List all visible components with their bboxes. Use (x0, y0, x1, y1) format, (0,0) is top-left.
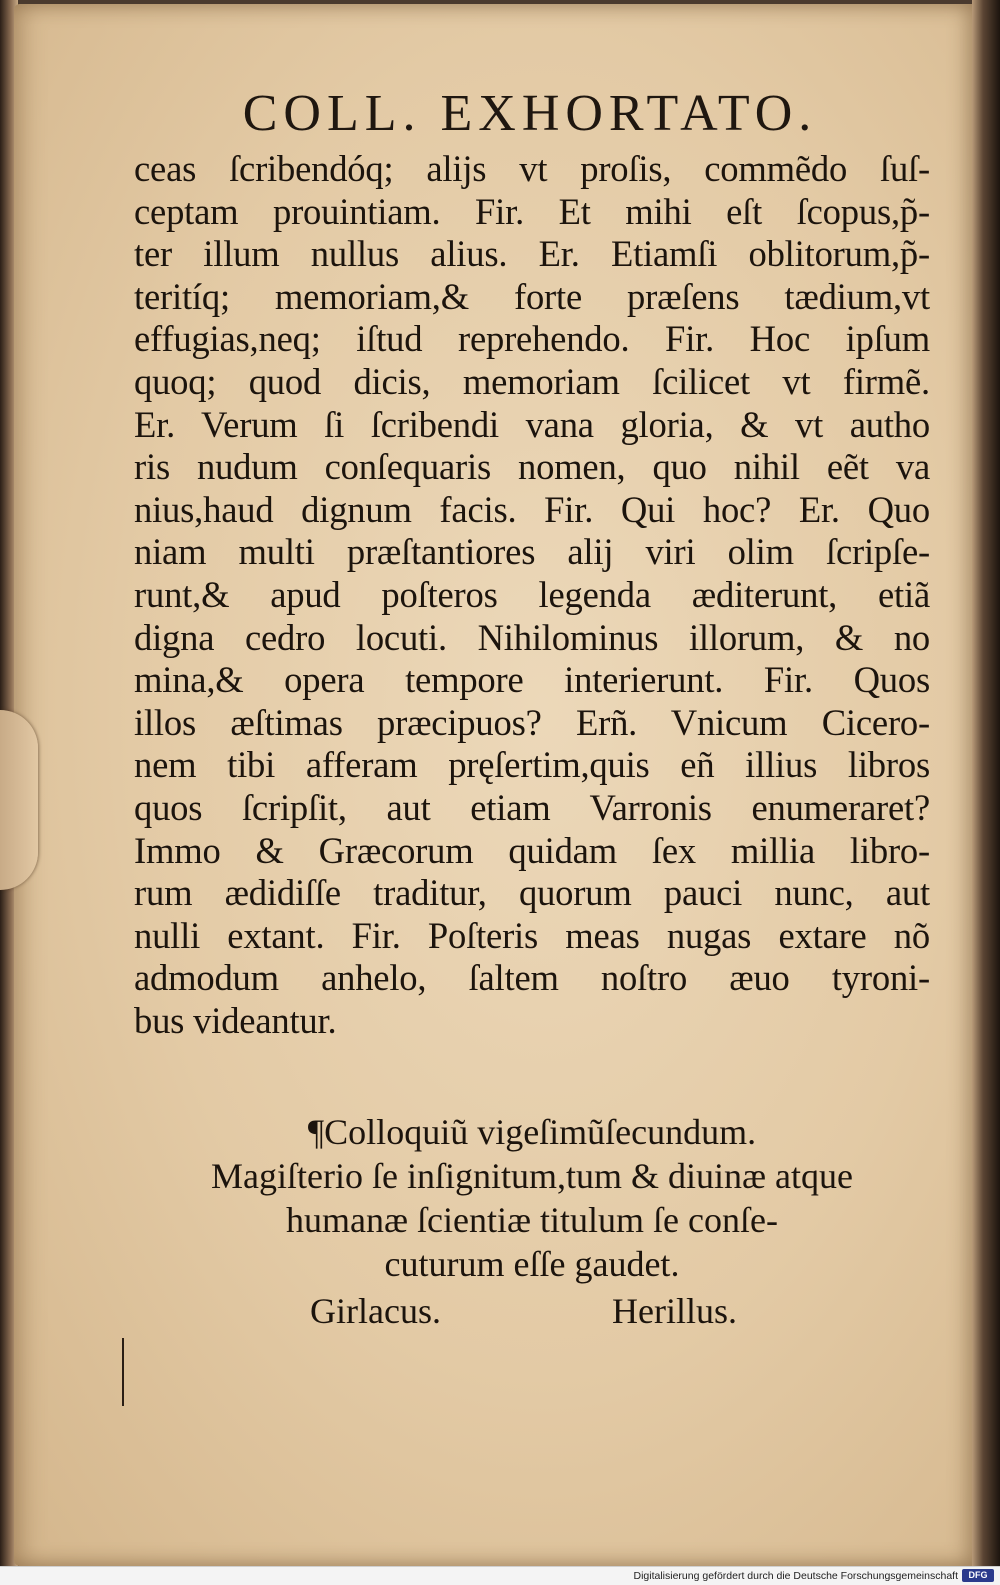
body-line: niam multi præſtantiores alij viri olim ſcripſe- (134, 531, 930, 573)
body-line: admodum anhelo, ſaltem noſtro æuo tyroni- (134, 957, 930, 999)
body-line: nulli extant. Fir. Poſteris meas nugas extare nõ (134, 914, 930, 956)
speaker-girlacus: Girlacus. (310, 1291, 441, 1331)
margin-mark (122, 1338, 124, 1406)
footer-bar (0, 1566, 1000, 1585)
speaker-herillus: Herillus. (612, 1291, 737, 1331)
body-line: quos ſcripſit, aut etiam Varronis enumeraret? (134, 786, 930, 828)
page-tab-notch (0, 710, 38, 890)
heading-line: ¶Colloquiũ vigeſimũſecundum. (307, 1112, 757, 1152)
body-line: nius,haud dignum facis. Fir. Qui hoc? Er. Quo (134, 488, 930, 530)
running-header: COLL. EXHORTATO. (242, 85, 818, 142)
book-right-edge (972, 0, 1000, 1570)
body-line: nem tibi afferam pręſertim,quis eñ illius libros (134, 744, 930, 786)
body-line: Er. Verum ſi ſcribendi vana gloria, & vt autho (134, 403, 930, 445)
body-line: quoq; quod dicis, memoriam ſcilicet vt firmẽ. (134, 360, 930, 402)
body-line: ter illum nullus alius. Er. Etiamſi oblitorum,p̃- (134, 233, 930, 275)
body-line: ceas ſcribendóq; alijs vt proſis, commẽdo ſuſ- (134, 148, 930, 189)
body-line: teritíq; memoriam,& forte præſens tædium,vt (134, 275, 930, 317)
dfg-logo: DFG (962, 1569, 994, 1582)
colloquium-heading (134, 1110, 930, 1286)
heading-line: cuturum eſſe gaudet. (384, 1244, 680, 1284)
body-line: bus videantur. (134, 999, 337, 1041)
body-line: runt,& apud poſteros legenda æditerunt, etiã (134, 573, 930, 615)
body-line: ceptam prouintiam. Fir. Et mihi eſt ſcopus,p̃- (134, 190, 930, 232)
body-line: illos æſtimas præcipuos? Erñ. Vnicum Cicero- (134, 701, 930, 743)
body-line: effugias,neq; iſtud reprehendo. Fir. Hoc ipſum (134, 318, 930, 360)
body-line: mina,& opera tempore interierunt. Fir. Quos (134, 659, 930, 701)
heading-line: humanæ ſcientiæ titulum ſe conſe- (286, 1200, 778, 1240)
funding-credit: Digitalisierung gefördert durch die Deutsche Forschungsgemeinschaft (633, 1570, 958, 1582)
speaker-names (134, 1290, 930, 1338)
body-line: digna cedro locuti. Nihilominus illorum, & no (134, 616, 930, 658)
body-line: ris nudum conſequaris nomen, quo nihil eẽt va (134, 446, 930, 488)
body-line: Immo & Græcorum quidam ſex millia libro- (134, 829, 930, 871)
body-line: rum ædidiſſe traditur, quorum pauci nunc, aut (134, 872, 930, 914)
heading-line: Magiſterio ſe inſignitum,tum & diuinæ atque (211, 1156, 853, 1196)
body-text (134, 148, 930, 1042)
